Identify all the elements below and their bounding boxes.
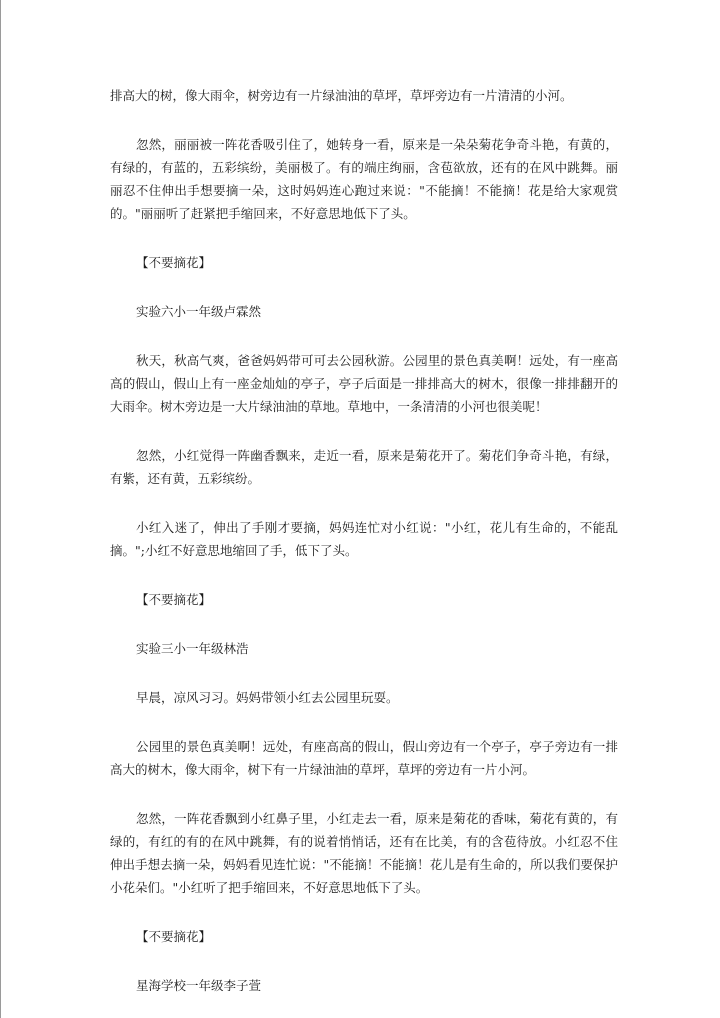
essay-author: 实验六小一年级卢霖然 — [136, 304, 262, 319]
essay-author: 实验三小一年级林浩 — [136, 641, 249, 656]
page-left-border — [0, 0, 1, 1018]
paragraph-flower-fragrance: 忽然，一阵花香飘到小红鼻子里，小红走去一看，原来是菊花的香味，菊花有黄的，有绿的，有红的有的在风中跳舞，有的说着悄悄话，还有在比美，有的含苞待放。小红忍不住伸出手想去摘一朵，妈妈看见连忙说："不能摘！不能摘！花儿是有生命的，所以我们要保护小花朵们。"小红听了把手缩回来，不好意思地低下了头。 — [110, 811, 618, 895]
essay-title: 【不要摘花】 — [136, 929, 212, 944]
paragraph-morning: 早晨，凉风习习。妈妈带领小红去公园里玩耍。 — [136, 690, 399, 705]
paragraph-continuation: 排高大的树，像大雨伞，树旁边有一片绿油油的草坪，草坪旁边有一片清清的小河。 — [110, 88, 573, 103]
essay-author: 星海学校一年级李子萱 — [136, 978, 262, 993]
document-page — [110, 84, 618, 997]
essay-title: 【不要摘花】 — [136, 255, 212, 270]
paragraph-dont-pick: 小红入迷了，伸出了手刚才要摘，妈妈连忙对小红说："小红，花儿有生命的，不能乱摘。";小红不好意思地缩回了手，低下了头。 — [110, 520, 618, 558]
paragraph-park-scenery: 公园里的景色真美啊！远处，有座高高的假山，假山旁边有一个亭子，亭子旁边有一排高大的树木，像大雨伞，树下有一片绿油油的草坪，草坪的旁边有一片小河。 — [110, 739, 618, 777]
paragraph-chrysanthemums: 忽然，小红觉得一阵幽香飘来，走近一看，原来是菊花开了。菊花们争奇斗艳，有绿，有紫，还有黄，五彩缤纷。 — [110, 448, 618, 486]
essay-title: 【不要摘花】 — [136, 592, 212, 607]
paragraph-lili-flowers: 忽然，丽丽被一阵花香吸引住了，她转身一看，原来是一朵朵菊花争奇斗艳，有黄的，有绿的，有蓝的，五彩缤纷，美丽极了。有的端庄绚丽，含苞欲放，还有的在风中跳舞。丽丽忍不住伸出手想要摘一朵，这时妈妈连心跑过来说："不能摘！不能摘！花是给大家观赏的。"丽丽听了赶紧把手缩回来，不好意思地低下了头。 — [110, 137, 618, 221]
paragraph-autumn-park: 秋天，秋高气爽，爸爸妈妈带可可去公园秋游。公园里的景色真美啊！远处，有一座高高的假山，假山上有一座金灿灿的亭子，亭子后面是一排排高大的树木，很像一排排翻开的大雨伞。树木旁边是一大片绿油油的草地。草地中，一条清清的小河也很美呢！ — [110, 353, 618, 414]
